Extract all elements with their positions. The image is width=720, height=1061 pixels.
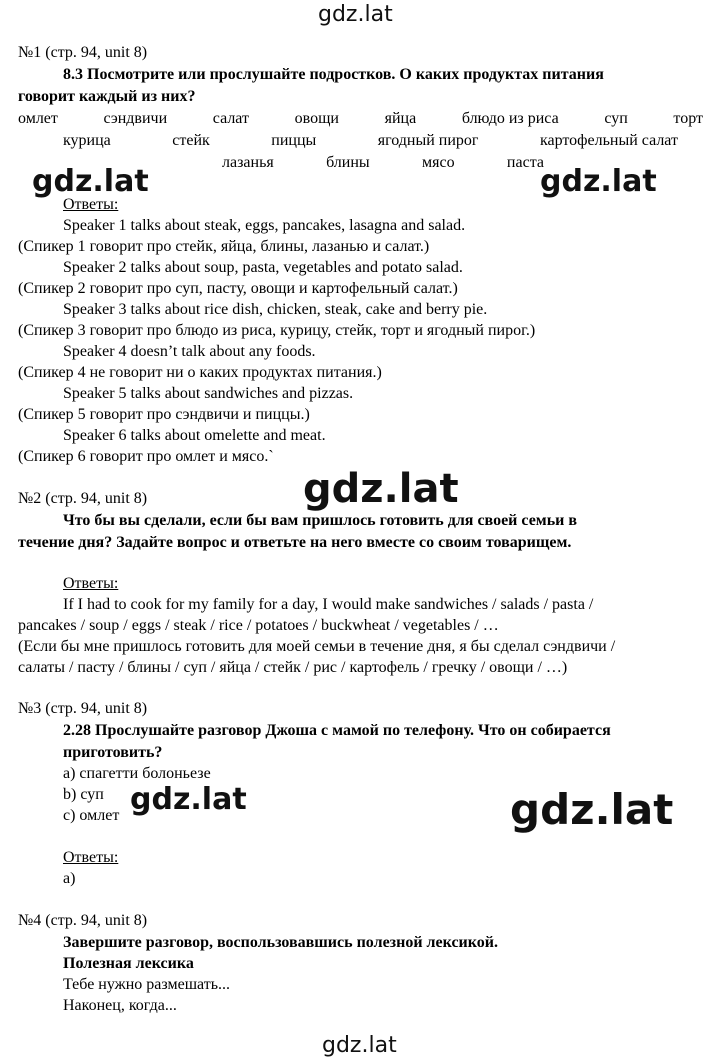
- exercise-3-task: 2.28 Прослушайте разговор Джоша с мамой по телефону. Что он собирается: [63, 722, 611, 739]
- exercise-1-task: 8.3 Посмотрите или прослушайте подростков. О каких продуктах питания: [63, 66, 604, 83]
- answer-line: a): [63, 870, 76, 887]
- exercise-4-header: №4 (стр. 94, unit 8): [18, 912, 148, 929]
- exercise-2-answers-label: Ответы:: [63, 575, 119, 592]
- word: ягодный пирог: [377, 132, 479, 149]
- watermark: gdz.lat: [130, 782, 247, 817]
- word: пиццы: [271, 132, 317, 149]
- exercise-3-answers-label: Ответы:: [63, 849, 119, 866]
- watermark: gdz.lat: [303, 466, 459, 512]
- answer-line: (Спикер 4 не говорит ни о каких продуктах питания.): [18, 364, 382, 381]
- exercise-2-header: №2 (стр. 94, unit 8): [18, 490, 148, 507]
- answer-line: (Спикер 5 говорит про сэндвичи и пиццы.): [18, 406, 310, 423]
- exercise-1-answers-label: Ответы:: [63, 196, 119, 213]
- exercise-1-task-cont: говорит каждый из них?: [18, 88, 196, 105]
- word: стейк: [172, 132, 210, 149]
- word: торт: [673, 110, 703, 127]
- exercise-3-task-cont: приготовить?: [63, 744, 163, 761]
- answer-line: Speaker 2 talks about soup, pasta, vegetables and potato salad.: [63, 259, 463, 276]
- word: блины: [326, 154, 370, 171]
- watermark: gdz.lat: [540, 164, 657, 199]
- word: блюдо из риса: [461, 110, 559, 127]
- exercise-2-task-cont: течение дня? Задайте вопрос и ответьте на него вместе со своим товарищем.: [18, 534, 572, 551]
- word: яйца: [384, 110, 417, 127]
- vocabulary-line: Тебе нужно размешать...: [63, 976, 230, 993]
- vocabulary-line: Наконец, когда...: [63, 997, 177, 1014]
- answer-line: pancakes / soup / eggs / steak / rice / potatoes / buckwheat / vegetables / …: [18, 617, 499, 634]
- answer-line: Speaker 5 talks about sandwiches and pizzas.: [63, 385, 354, 402]
- word: лазанья: [222, 154, 274, 171]
- watermark: gdz.lat: [510, 785, 674, 834]
- answer-line: Speaker 4 doesn’t talk about any foods.: [63, 343, 316, 360]
- answer-line: (Спикер 2 говорит про суп, пасту, овощи и картофельный салат.): [18, 280, 458, 297]
- word: курица: [63, 132, 111, 149]
- word-list-row-1: [18, 110, 703, 128]
- exercise-3-header: №3 (стр. 94, unit 8): [18, 700, 148, 717]
- answer-line: Speaker 3 talks about rice dish, chicken, steak, cake and berry pie.: [63, 301, 488, 318]
- answer-line: салаты / пасту / блины / суп / яйца / стейк / рис / картофель / гречку / овощи / …): [18, 659, 568, 676]
- answer-line: If I had to cook for my family for a day, I would make sandwiches / salads / pasta /: [63, 596, 594, 613]
- word: суп: [604, 110, 628, 127]
- watermark: gdz.lat: [32, 164, 149, 199]
- option-a: a) спагетти болоньезе: [63, 765, 211, 782]
- useful-vocabulary-heading: Полезная лексика: [63, 955, 194, 972]
- watermark-top: gdz.lat: [318, 2, 393, 27]
- option-b: b) суп: [63, 786, 104, 803]
- word-list-row-3: [222, 154, 544, 172]
- answer-line: (Спикер 6 говорит про омлет и мясо.`: [18, 448, 274, 465]
- answer-line: (Спикер 3 говорит про блюдо из риса, курицу, стейк, торт и ягодный пирог.): [18, 322, 536, 339]
- option-c: c) омлет: [63, 807, 120, 824]
- exercise-4-task: Завершите разговор, воспользовавшись полезной лексикой.: [63, 934, 498, 951]
- answer-line: (Если бы мне пришлось готовить для моей семьи в течение дня, я бы сделал сэндвичи /: [18, 638, 616, 655]
- word: омлет: [18, 110, 58, 127]
- answer-line: Speaker 1 talks about steak, eggs, pancakes, lasagna and salad.: [63, 217, 466, 234]
- word: паста: [506, 154, 544, 171]
- word: сэндвичи: [103, 110, 168, 127]
- word: картофельный салат: [539, 132, 678, 149]
- watermark-bottom: gdz.lat: [322, 1033, 397, 1058]
- exercise-1-header: №1 (стр. 94, unit 8): [18, 44, 148, 61]
- word: салат: [212, 110, 249, 127]
- word-list-row-2: [63, 132, 678, 150]
- exercise-2-task: Что бы вы сделали, если бы вам пришлось готовить для своей семьи в: [63, 512, 578, 529]
- word: мясо: [422, 154, 455, 171]
- answer-line: (Спикер 1 говорит про стейк, яйца, блины, лазанью и салат.): [18, 238, 430, 255]
- word: овощи: [294, 110, 339, 127]
- answer-line: Speaker 6 talks about omelette and meat.: [63, 427, 326, 444]
